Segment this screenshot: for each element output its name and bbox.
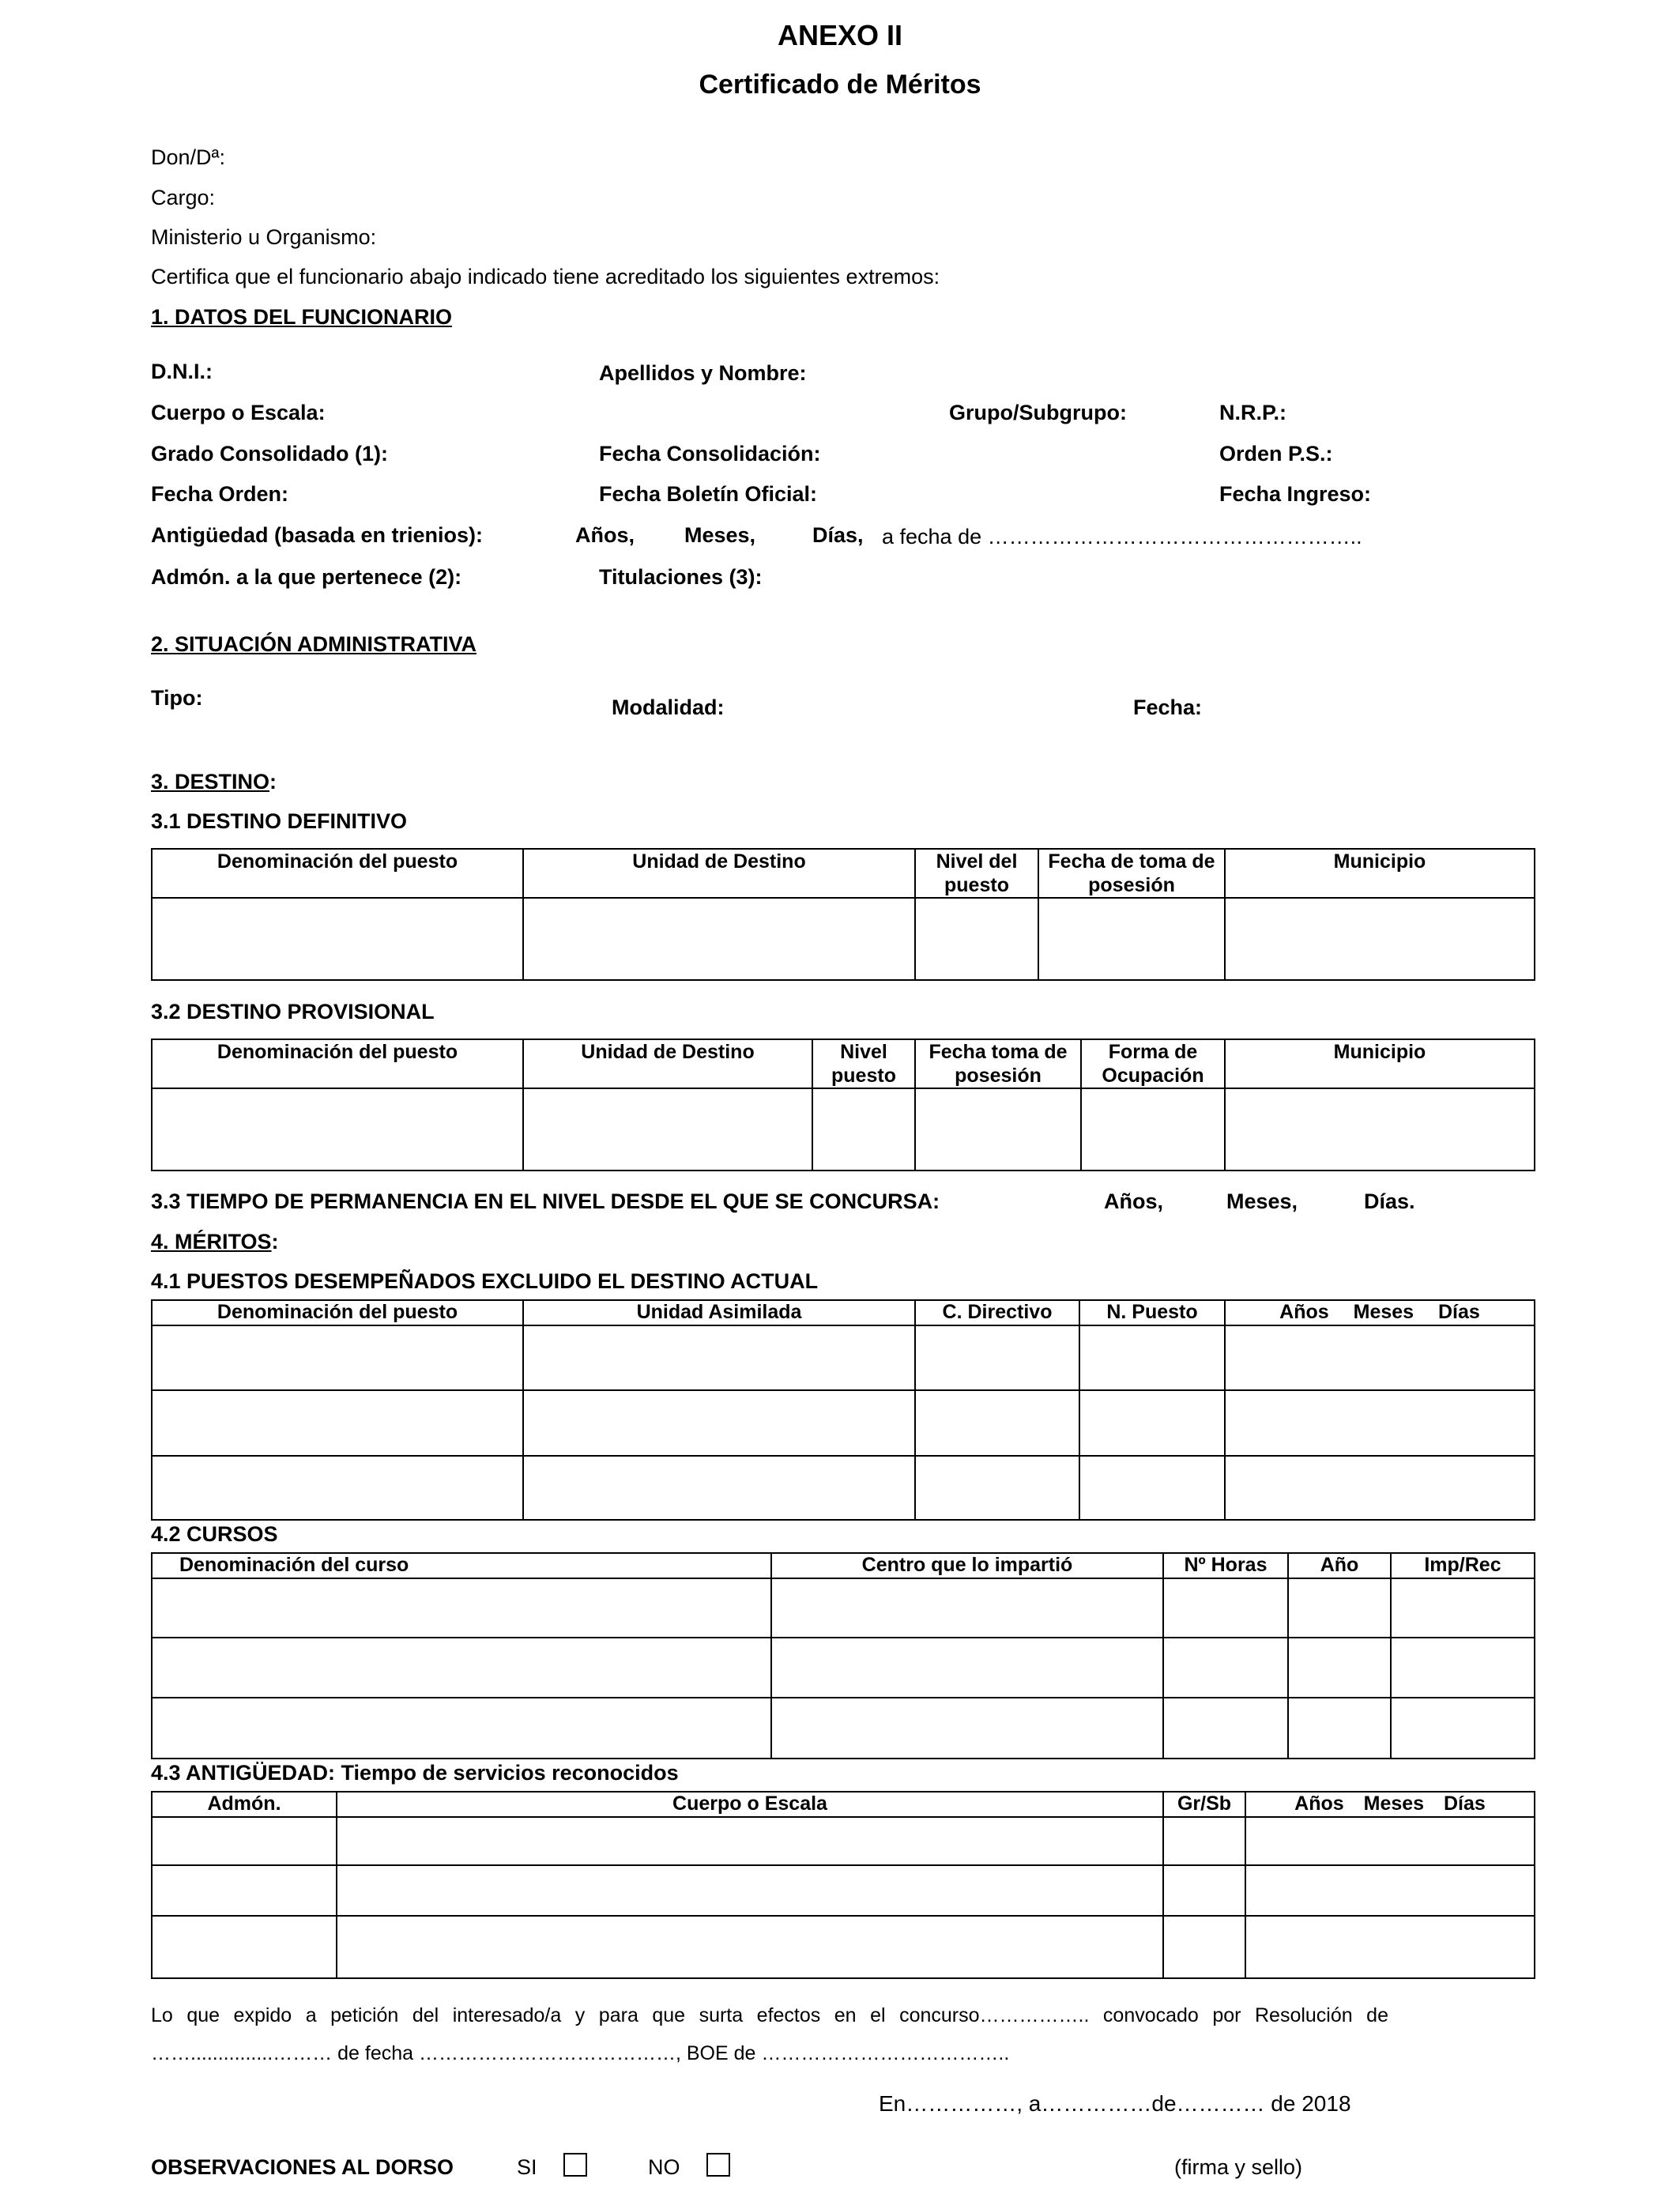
header-cell: Centro que lo impartió [771, 1553, 1163, 1578]
section-4-title [151, 1230, 279, 1254]
si-option [517, 2153, 587, 2180]
no-option [648, 2153, 730, 2180]
header-cell: Admón. [152, 1792, 337, 1817]
puestos-desempenados-table [151, 1299, 1535, 1521]
table-row [152, 1638, 1535, 1698]
table-row [152, 1390, 1535, 1456]
empty-cell[interactable] [915, 1456, 1079, 1520]
empty-cell[interactable] [152, 1578, 771, 1638]
fecha-ingreso-label: Fecha Ingreso: [1219, 482, 1372, 506]
tipo-label: Tipo: [151, 686, 203, 710]
empty-cell[interactable] [337, 1817, 1163, 1865]
empty-cell[interactable] [337, 1865, 1163, 1916]
header-cell: Cuerpo o Escala [337, 1792, 1163, 1817]
permanencia-anos: Años, [1104, 1189, 1164, 1213]
section-4-2-title: 4.2 CURSOS [151, 1522, 278, 1546]
table-row [152, 1865, 1535, 1916]
empty-cell[interactable] [152, 1088, 523, 1171]
cuerpo-label: Cuerpo o Escala: [151, 401, 326, 424]
destino-provisional-table [151, 1039, 1535, 1171]
section-3-colon: : [269, 770, 277, 794]
header-cell: Años Meses Días [1225, 1300, 1535, 1325]
antiguedad-meses: Meses, [684, 523, 756, 547]
grado-label: Grado Consolidado (1): [151, 442, 388, 466]
table-row [152, 1817, 1535, 1865]
empty-cell[interactable] [812, 1088, 915, 1171]
header-cell: Denominación del puesto [152, 849, 523, 898]
header-cell: Denominación del curso [152, 1553, 771, 1578]
empty-cell[interactable] [523, 1390, 915, 1456]
expido-line-1: Lo que expido a petición del interesado/a y para que surta efectos en el concurso…………….. convocado por Resolución de [151, 2004, 1388, 2026]
empty-cell[interactable] [337, 1916, 1163, 1978]
antiguedad-label: Antigüedad (basada en trienios): [151, 523, 484, 547]
empty-cell[interactable] [1163, 1638, 1288, 1698]
empty-cell[interactable] [1245, 1865, 1535, 1916]
empty-cell[interactable] [1225, 1088, 1535, 1171]
titulaciones-label: Titulaciones (3): [599, 565, 763, 589]
header-cell: Año [1288, 1553, 1391, 1578]
modalidad-label: Modalidad: [612, 696, 725, 719]
table-row [152, 1456, 1535, 1520]
section-2-title: 2. SITUACIÓN ADMINISTRATIVA [151, 632, 477, 656]
certifica-text: Certifica que el funcionario abajo indicado tiene acreditado los siguientes extremos: [151, 265, 940, 288]
empty-cell[interactable] [152, 1456, 523, 1520]
empty-cell[interactable] [1079, 1325, 1225, 1390]
expido-line-2: ……...............……… de fecha …………………………………, BOE de ……………………………….. [151, 2042, 1010, 2064]
empty-cell[interactable] [1163, 1578, 1288, 1638]
empty-cell[interactable] [1081, 1088, 1225, 1171]
section-3-1-title: 3.1 DESTINO DEFINITIVO [151, 809, 408, 833]
empty-cell[interactable] [1288, 1698, 1391, 1759]
header-cell: Años Meses Días [1245, 1792, 1535, 1817]
empty-cell[interactable] [915, 898, 1038, 980]
header-cell: Forma de Ocupación [1081, 1039, 1225, 1088]
header-cell: C. Directivo [915, 1300, 1079, 1325]
empty-cell[interactable] [1391, 1698, 1535, 1759]
header-cell: Denominación del puesto [152, 1300, 523, 1325]
empty-cell[interactable] [771, 1578, 1163, 1638]
antiguedad-dias: Días, [812, 523, 864, 547]
fecha-boletin-label: Fecha Boletín Oficial: [599, 482, 818, 506]
lugar-fecha-line: En……………, a……………de………… de 2018 [879, 2091, 1351, 2116]
header-cell: Nivel del puesto [915, 849, 1038, 898]
permanencia-dias: Días. [1364, 1189, 1415, 1213]
header-cell: Imp/Rec [1391, 1553, 1535, 1578]
empty-cell[interactable] [1391, 1638, 1535, 1698]
empty-cell[interactable] [1225, 898, 1535, 980]
empty-cell[interactable] [152, 1390, 523, 1456]
no-label: NO [648, 2155, 680, 2179]
empty-cell[interactable] [523, 1456, 915, 1520]
empty-cell[interactable] [523, 1325, 915, 1390]
no-checkbox[interactable] [706, 2153, 730, 2177]
empty-cell[interactable] [915, 1088, 1081, 1171]
header-cell: Unidad de Destino [523, 1039, 812, 1088]
header-cell: Denominación del puesto [152, 1039, 523, 1088]
header-cell: Nivel puesto [812, 1039, 915, 1088]
document-subtitle: Certificado de Méritos [699, 70, 981, 100]
header-cell: Gr/Sb [1163, 1792, 1245, 1817]
empty-cell[interactable] [1288, 1578, 1391, 1638]
header-cell: Municipio [1225, 1039, 1535, 1088]
section-4-1-title: 4.1 PUESTOS DESEMPEÑADOS EXCLUIDO EL DESTINO ACTUAL [151, 1269, 819, 1293]
antiguedad-fecha: a fecha de …………………………………………….. [882, 525, 1362, 548]
table-row [152, 898, 1535, 980]
admon-label: Admón. a la que pertenece (2): [151, 565, 462, 589]
empty-cell[interactable] [1225, 1390, 1535, 1456]
table-row [152, 1325, 1535, 1390]
expido-paragraph [151, 1996, 1388, 2072]
header-cell: N. Puesto [1079, 1300, 1225, 1325]
table-row [152, 1698, 1535, 1759]
empty-cell[interactable] [1163, 1865, 1245, 1916]
empty-cell[interactable] [1038, 898, 1225, 980]
empty-cell[interactable] [771, 1638, 1163, 1698]
dni-label: D.N.I.: [151, 360, 213, 383]
cargo-label: Cargo: [151, 186, 216, 209]
empty-cell[interactable] [152, 1865, 337, 1916]
empty-cell[interactable] [1245, 1916, 1535, 1978]
empty-cell[interactable] [152, 1698, 771, 1759]
empty-cell[interactable] [1288, 1638, 1391, 1698]
observaciones-label: OBSERVACIONES AL DORSO [151, 2155, 454, 2179]
empty-cell[interactable] [1225, 1456, 1535, 1520]
header-cell: Municipio [1225, 849, 1535, 898]
empty-cell[interactable] [523, 1088, 812, 1171]
section-3-title [151, 770, 277, 794]
cursos-table [151, 1552, 1535, 1759]
table-row [152, 1916, 1535, 1978]
nrp-label: N.R.P.: [1219, 401, 1287, 424]
header-cell: Unidad de Destino [523, 849, 915, 898]
si-label: SI [517, 2155, 537, 2179]
si-checkbox[interactable] [563, 2153, 587, 2177]
fecha-orden-label: Fecha Orden: [151, 482, 289, 506]
section-1-title: 1. DATOS DEL FUNCIONARIO [151, 305, 453, 329]
empty-cell[interactable] [1225, 1325, 1535, 1390]
empty-cell[interactable] [771, 1698, 1163, 1759]
empty-cell[interactable] [1163, 1817, 1245, 1865]
empty-cell[interactable] [915, 1325, 1079, 1390]
antiguedad-anos: Años, [575, 523, 635, 547]
section-4-title-text: 4. MÉRITOS [151, 1230, 272, 1253]
empty-cell[interactable] [152, 1817, 337, 1865]
table-row [152, 1088, 1535, 1171]
permanencia-meses: Meses, [1226, 1189, 1298, 1213]
firma-label: (firma y sello) [1174, 2155, 1303, 2179]
situacion-fecha-label: Fecha: [1133, 696, 1203, 719]
empty-cell[interactable] [152, 898, 523, 980]
apellidos-label: Apellidos y Nombre: [599, 361, 807, 385]
antiguedad-table [151, 1791, 1535, 1979]
empty-cell[interactable] [152, 1916, 337, 1978]
fecha-consolidacion-label: Fecha Consolidación: [599, 442, 821, 466]
orden-ps-label: Orden P.S.: [1219, 442, 1333, 466]
header-cell: Fecha de toma de posesión [1038, 849, 1225, 898]
ministerio-label: Ministerio u Organismo: [151, 225, 377, 249]
empty-cell[interactable] [1391, 1578, 1535, 1638]
empty-cell[interactable] [1163, 1916, 1245, 1978]
empty-cell[interactable] [523, 898, 915, 980]
empty-cell[interactable] [1245, 1817, 1535, 1865]
header-cell: Unidad Asimilada [523, 1300, 915, 1325]
header-cell: Fecha toma de posesión [915, 1039, 1081, 1088]
destino-definitivo-table [151, 848, 1535, 981]
grupo-label: Grupo/Subgrupo: [949, 401, 1127, 424]
empty-cell[interactable] [152, 1325, 523, 1390]
empty-cell[interactable] [1079, 1456, 1225, 1520]
section-3-2-title: 3.2 DESTINO PROVISIONAL [151, 1000, 435, 1023]
empty-cell[interactable] [152, 1638, 771, 1698]
table-row [152, 1578, 1535, 1638]
empty-cell[interactable] [1163, 1698, 1288, 1759]
don-label: Don/Dª: [151, 145, 226, 169]
section-3-title-text: 3. DESTINO [151, 770, 270, 794]
section-4-3-title: 4.3 ANTIGÜEDAD: Tiempo de servicios reconocidos [151, 1761, 679, 1785]
section-4-colon: : [271, 1230, 279, 1253]
empty-cell[interactable] [1079, 1390, 1225, 1456]
section-3-3-title: 3.3 TIEMPO DE PERMANENCIA EN EL NIVEL DESDE EL QUE SE CONCURSA: [151, 1189, 940, 1213]
empty-cell[interactable] [915, 1390, 1079, 1456]
document-title: ANEXO II [777, 19, 903, 51]
header-cell: Nº Horas [1163, 1553, 1288, 1578]
